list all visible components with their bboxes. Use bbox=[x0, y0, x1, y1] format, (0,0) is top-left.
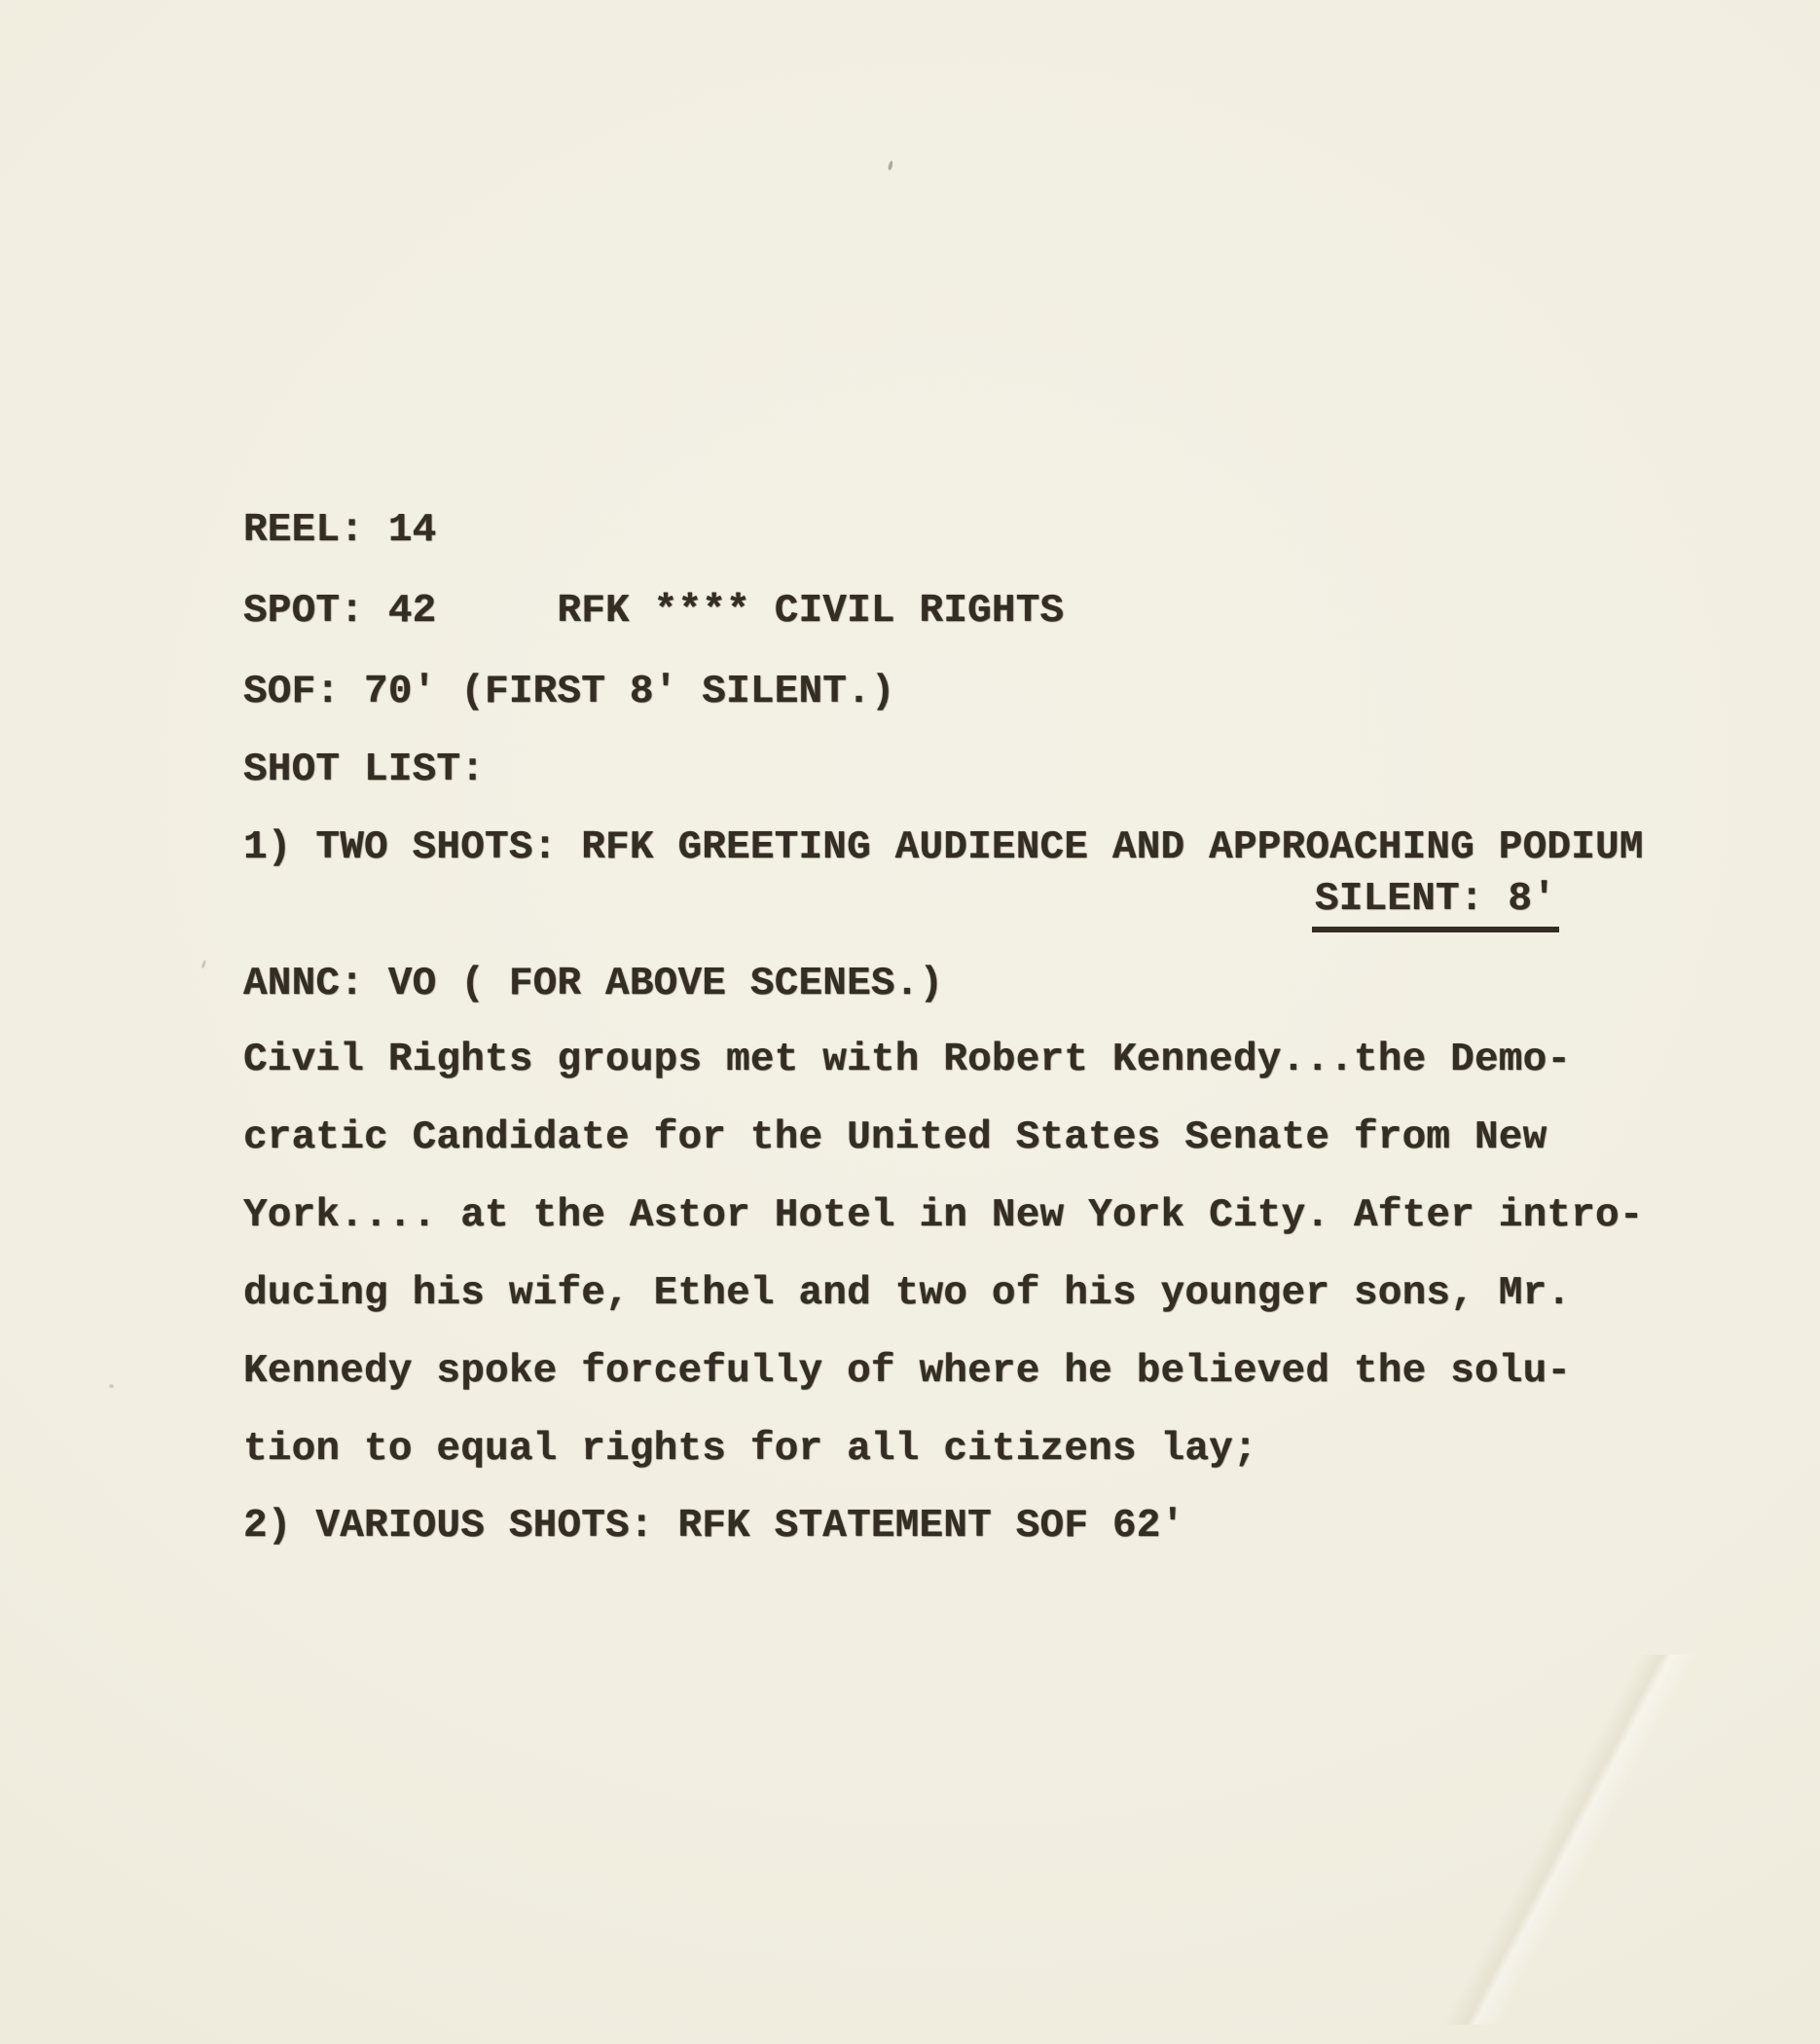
vo-paragraph-line: Civil Rights groups met with Robert Kennedy...the Demo- bbox=[243, 1038, 1572, 1082]
shot-list-heading: SHOT LIST: bbox=[243, 748, 486, 792]
paper-speck bbox=[109, 1384, 114, 1388]
shot-item-2: 2) VARIOUS SHOTS: RFK STATEMENT SOF 62' bbox=[243, 1504, 1185, 1549]
sof-duration-line: SOF: 70' (FIRST 8' SILENT.) bbox=[243, 670, 895, 714]
vo-paragraph-line: York.... at the Astor Hotel in New York City. After intro- bbox=[243, 1193, 1644, 1238]
vo-paragraph-line: Kennedy spoke forcefully of where he believed the solu- bbox=[243, 1349, 1572, 1394]
paper-speck bbox=[888, 161, 893, 171]
vo-paragraph-line: cratic Candidate for the United States Senate from New bbox=[243, 1115, 1547, 1160]
silent-duration-underlined-note: SILENT: 8' bbox=[1312, 877, 1559, 932]
announcer-vo-line: ANNC: VO ( FOR ABOVE SCENES.) bbox=[243, 962, 944, 1006]
shot-item-1: 1) TWO SHOTS: RFK GREETING AUDIENCE AND APPROACHING PODIUM bbox=[243, 825, 1644, 870]
vo-paragraph-line: ducing his wife, Ethel and two of his younger sons, Mr. bbox=[243, 1271, 1572, 1316]
paper-crease bbox=[1343, 1655, 1791, 2025]
paper-speck bbox=[201, 960, 207, 968]
spot-title-line: SPOT: 42 RFK **** CIVIL RIGHTS bbox=[243, 589, 1065, 634]
vo-paragraph-line: tion to equal rights for all citizens lay; bbox=[243, 1427, 1257, 1472]
reel-number-line: REEL: 14 bbox=[243, 508, 437, 553]
